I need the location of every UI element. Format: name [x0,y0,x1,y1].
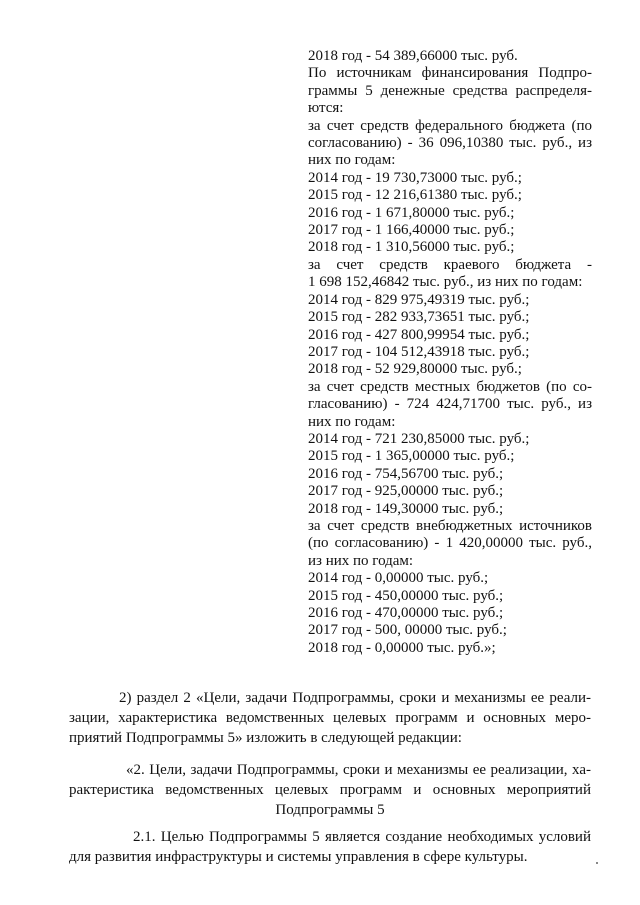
paragraph-2-1 [69,827,591,867]
column-line: них по годам: [308,413,396,430]
section-heading-line-3: Подпрограммы 5 [275,802,385,818]
column-line: 2017 год - 104 512,43918 тыс. руб.; [308,343,530,360]
item2-line: зации, характеристика ведомственных целевых программ и основных меро- [69,710,591,726]
column-line: за счет средств краевого бюджета - [308,256,592,273]
column-line: 2016 год - 1 671,80000 тыс. руб.; [308,204,515,221]
section-heading-line-2: рактеристика ведомственных целевых программ и основных мероприятий [69,782,591,798]
paragraph-2-1-line-2: для развития инфраструктуры и системы управления в сфере культуры. [69,849,528,865]
column-line: гласованию) - 724 424,71700 тыс. руб., из [308,396,592,413]
column-line: согласованию) - 36 096,10380 тыс. руб., из [308,135,592,152]
column-line: 2017 год - 925,00000 тыс. руб.; [308,483,504,500]
column-line: за счет средств местных бюджетов (по со- [308,378,592,395]
financing-sources-column [308,48,592,657]
item2-line: приятий Подпрограммы 5» изложить в следующей редакции: [69,730,462,746]
column-line: 2018 год - 1 310,56000 тыс. руб.; [308,239,515,256]
column-line: 2014 год - 0,00000 тыс. руб.; [308,570,489,587]
column-line: ются: [308,100,344,117]
column-line: 2016 год - 470,00000 тыс. руб.; [308,605,504,621]
column-line: 2017 год - 1 166,40000 тыс. руб.; [308,222,515,239]
column-line: них по годам: [308,152,396,169]
column-line: 1 698 152,46842 тыс. руб., из них по годам: [308,274,583,291]
column-line: 2014 год - 721 230,85000 тыс. руб.; [308,430,530,447]
column-line: По источникам финансирования Подпро- [308,65,592,82]
amendment-item-2 [69,688,591,748]
column-line: 2018 год - 52 929,80000 тыс. руб.; [308,361,522,378]
column-line: 2016 год - 427 800,99954 тыс. руб.; [308,326,530,343]
column-line: 2017 год - 500, 00000 тыс. руб.; [308,622,507,639]
column-line: за счет средств федерального бюджета (по [308,117,592,134]
column-line: 2018 год - 0,00000 тыс. руб.»; [308,639,496,656]
column-line: 2018 год - 54 389,66000 тыс. руб. [308,48,518,64]
column-line: 2014 год - 829 975,49319 тыс. руб.; [308,291,530,308]
column-line: 2014 год - 19 730,73000 тыс. руб.; [308,169,522,186]
column-line: 2015 год - 282 933,73651 тыс. руб.; [308,309,530,326]
paragraph-2-1-line-1: 2.1. Целью Подпрограммы 5 является создание необходимых условий [133,829,591,845]
section-heading [69,760,591,820]
scan-speck [596,862,598,864]
column-line: граммы 5 денежные средства распределя- [308,82,592,99]
section-heading-line-1: «2. Цели, задачи Подпрограммы, сроки и механизмы ее реализации, ха- [126,762,591,778]
column-line: из них по годам: [308,552,414,569]
column-line: (по согласованию) - 1 420,00000 тыс. руб., [308,535,592,552]
column-line: 2015 год - 12 216,61380 тыс. руб.; [308,187,522,204]
column-line: 2015 год - 450,00000 тыс. руб.; [308,587,504,604]
item2-line: 2) раздел 2 «Цели, задачи Подпрограммы, сроки и механизмы ее реали- [119,690,591,706]
column-line: 2015 год - 1 365,00000 тыс. руб.; [308,448,515,465]
column-line: 2016 год - 754,56700 тыс. руб.; [308,465,504,482]
column-line: за счет средств внебюджетных источников [308,517,592,534]
column-line: 2018 год - 149,30000 тыс. руб.; [308,500,504,517]
